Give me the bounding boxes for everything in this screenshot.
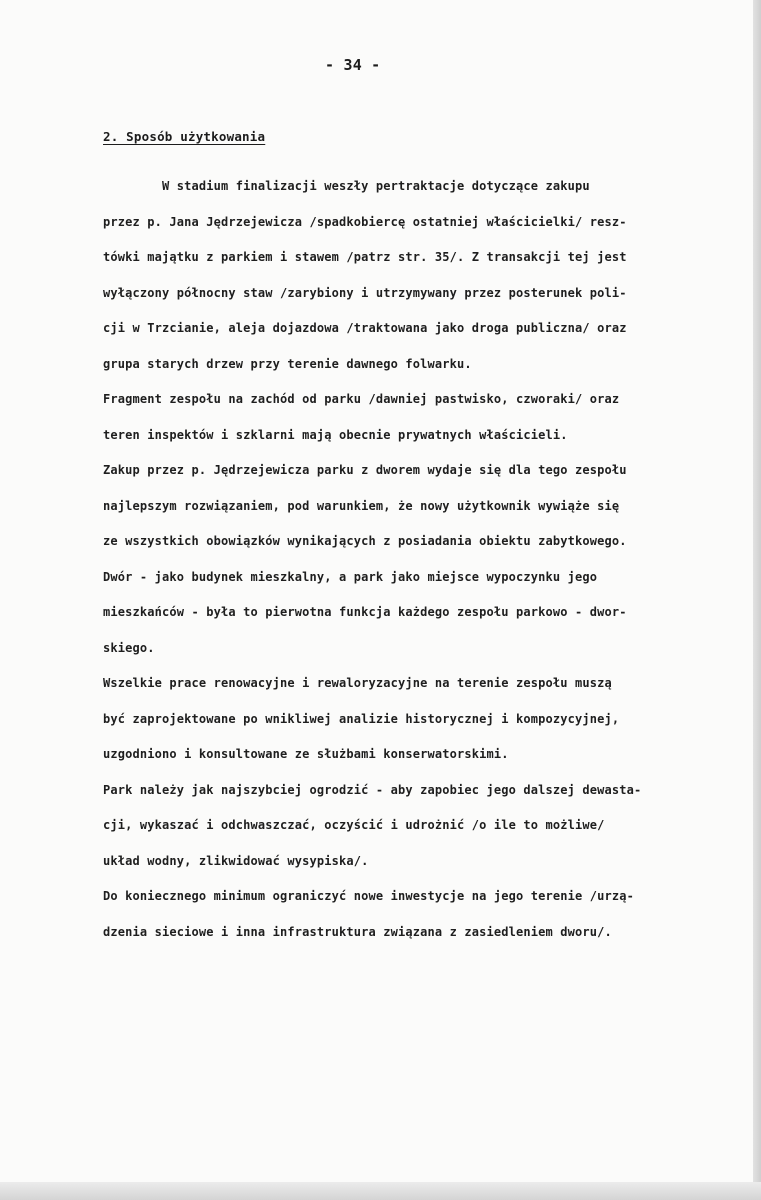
- text-line: wyłączony północny staw /zarybiony i utrzymywany przez posterunek poli-: [103, 285, 627, 300]
- text-line: najlepszym rozwiązaniem, pod warunkiem, że nowy użytkownik wywiąże się: [103, 498, 620, 513]
- text-line: W stadium finalizacji weszły pertraktacje dotyczące zakupu: [103, 179, 590, 193]
- text-line: teren inspektów i szklarni mają obecnie prywatnych właścicieli.: [103, 427, 568, 442]
- text-line: grupa starych drzew przy terenie dawnego folwarku.: [103, 356, 472, 371]
- text-line: uzgodniono i konsultowane ze służbami konserwatorskimi.: [103, 747, 509, 761]
- body-text: [103, 178, 743, 959]
- text-line: tówki majątku z parkiem i stawem /patrz str. 35/. Z transakcji tej jest: [103, 250, 627, 264]
- text-line: skiego.: [103, 640, 155, 655]
- text-line: Zakup przez p. Jędrzejewicza parku z dworem wydaje się dla tego zespołu: [103, 463, 627, 477]
- text-line: mieszkańców - była to pierwotna funkcja każdego zespołu parkowo - dwor-: [103, 605, 627, 619]
- page-edge-right: [753, 0, 761, 1200]
- section-heading: 2. Sposób użytkowania: [103, 129, 266, 144]
- page-number: - 34 -: [325, 56, 381, 74]
- page-edge-bottom: [0, 1182, 761, 1200]
- text-line: Wszelkie prace renowacyjne i rewaloryzacyjne na terenie zespołu muszą: [103, 676, 612, 690]
- text-line: być zaprojektowane po wnikliwej analizie historycznej i kompozycyjnej,: [103, 711, 620, 726]
- text-line: Park należy jak najszybciej ogrodzić - aby zapobiec jego dalszej dewasta-: [103, 782, 642, 797]
- text-line: ze wszystkich obowiązków wynikających z posiadania obiektu zabytkowego.: [103, 534, 627, 548]
- text-line: układ wodny, zlikwidować wysypiska/.: [103, 853, 369, 868]
- text-line: Do koniecznego minimum ograniczyć nowe inwestycje na jego terenie /urzą-: [103, 889, 634, 903]
- text-line: cji, wykaszać i odchwaszczać, oczyścić i udrożnić /o ile to możliwe/: [103, 818, 605, 832]
- text-line: Dwór - jako budynek mieszkalny, a park jako miejsce wypoczynku jego: [103, 569, 598, 584]
- text-line: Fragment zespołu na zachód od parku /dawniej pastwisko, czworaki/ oraz: [103, 392, 620, 406]
- text-line: przez p. Jana Jędrzejewicza /spadkobiercę ostatniej właścicielki/ resz-: [103, 214, 627, 229]
- text-line: dzenia sieciowe i inna infrastruktura związana z zasiedleniem dworu/.: [103, 924, 612, 939]
- text-line: cji w Trzcianie, aleja dojazdowa /traktowana jako droga publiczna/ oraz: [103, 321, 627, 335]
